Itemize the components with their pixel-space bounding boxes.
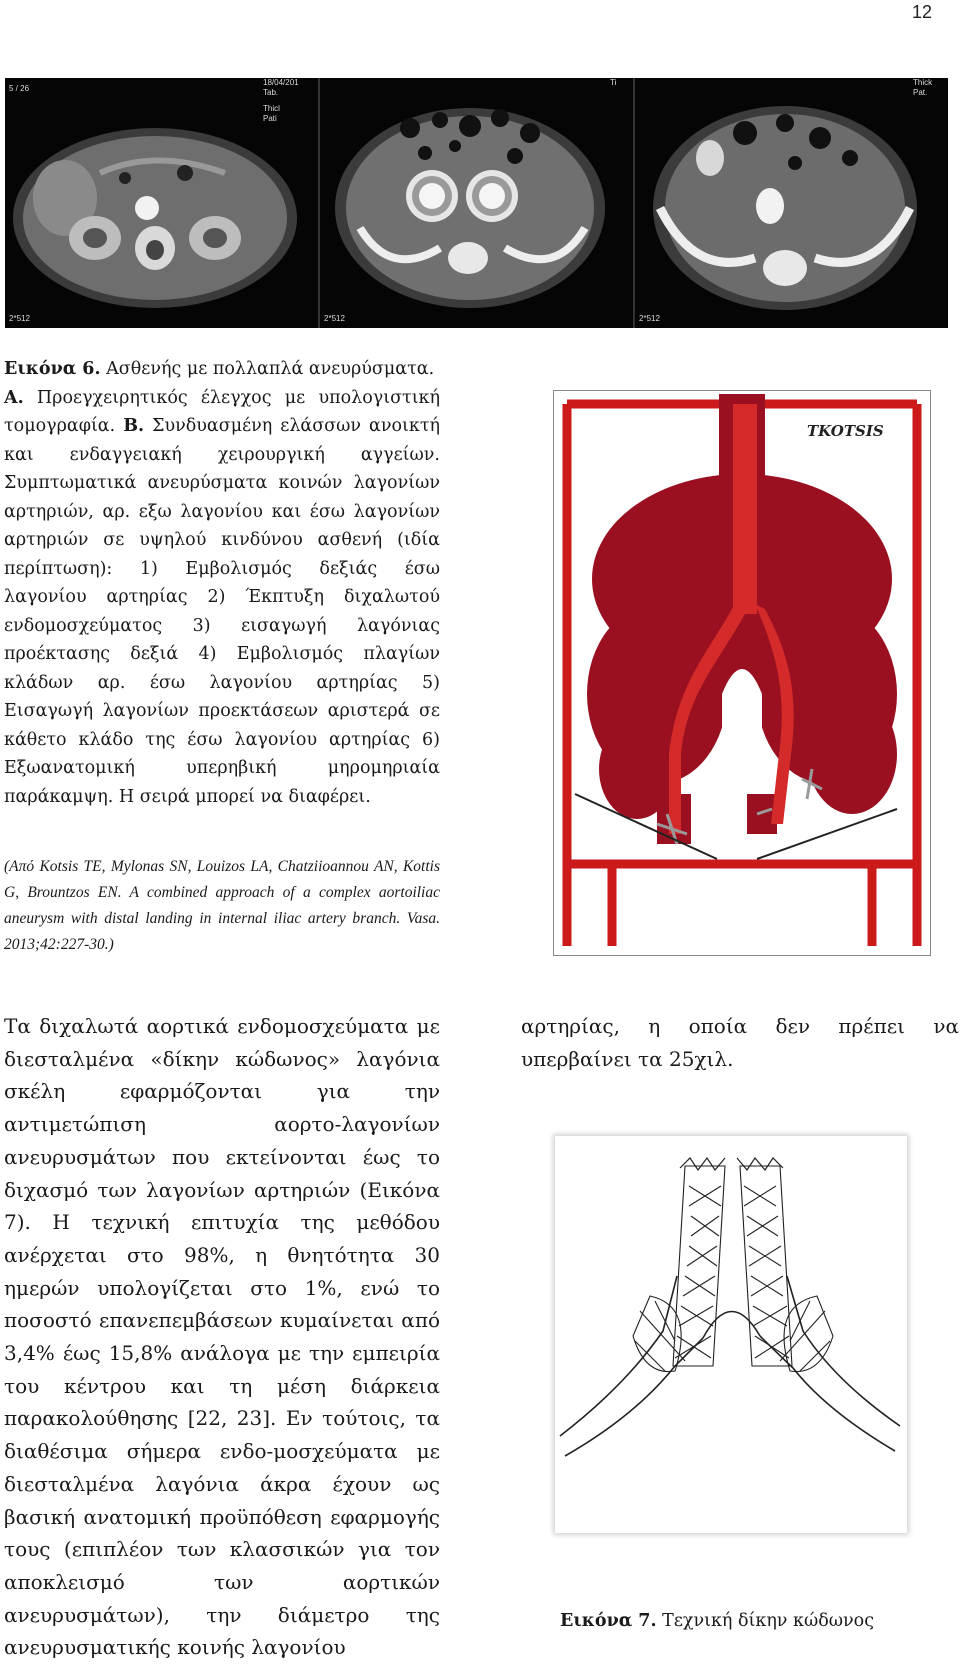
body-text-right-column: αρτηρίας, η οποία δεν πρέπει να υπερβαίνει τα 25χιλ. (521, 1014, 959, 1071)
ct-overlay-text: Pati (263, 114, 277, 123)
body-text-left-column: Τα διχαλωτά αορτικά ενδομοσχεύματα με διεσταλμένα «δίκην κώδωνος» λαγόνια σκέλη εφαρμόζονται για την αντιμετώπιση αορτο-λαγονίων ανευρυσμάτων που εκτείνονται έως το διχασμό των λαγονίων αρτηριών (Εικόνα 7). Η τεχνική επιτυχία της μεθόδου ανέρχεται στο 98%, η θνητότητα 30 ημερών υπολογίζεται στο 1%, ενώ το ποσοστό επανεπεμβάσεων κυμαίνεται από 3,4% έως 15,8% ανάλογα με την εμπειρία του κέντρου και τη μέση διάρκεια παρακολούθησης [22, 23]. Εν τούτοις, τα διαθέσιμα σήμερα ενδο-μοσχεύματα με διεσταλμένα λαγόνια άκρα έχουν ως βασική ανατομική προϋπόθεση εφαρμογής τους (επιπλέον των κλασσικών για τον αποκλεισμό των αορτικών ανευρυσμάτων), την διάμετρο της ανευρυσματικής κοινής λαγονίου (4, 1014, 440, 1660)
ct-overlay-text: Pat. (913, 88, 928, 97)
diagram-watermark: TKOTSIS (807, 422, 884, 440)
aortoiliac-graft-diagram (553, 390, 931, 956)
caption-part-b-text: Συνδυασμένη ελάσσων ανοικτή και ενδαγγειακή χειρουργική αγγείων. Συμπτωματικά ανευρύσματα κοινών λαγονίων αρτηριών, αρ. εξω λαγονίου και έσω λαγονίων αρτηριών σε υψηλού κινδύνου ασθενή (ιδία περίπτωση): 1) Εμβολισμός δεξιάς έσω λαγονίου αρτηρίας 2) Έκπτυξη διχαλωτού ενδομοσχεύματος 3) εισαγωγή λαγόνιας προέκτασης δεξιά 4) Εμβολισμός πλαγίων κλάδων αρ. έσω λαγονίου αρτηρίας 5) Εισαγωγή λαγονίων προεκτάσεων αριστερά σε κάθετο κλάδο της έσω λαγονίου αρτηρίας 6) Εξωανατομική υπερηβική μηρομηριαία παράκαμψη. Η σειρά μπορεί να διαφέρει. (4, 416, 440, 807)
figure-6-caption (4, 355, 440, 811)
page-number: 12 (911, 2, 932, 22)
ct-scan-iliac-aneurysms (320, 78, 635, 328)
stent-mesh (633, 1166, 833, 1372)
caption-label: Εικόνα 7. (560, 1611, 657, 1631)
figure-7-caption (560, 1611, 874, 1631)
ct-overlay-text: 5 / 26 (9, 84, 30, 93)
ct-overlay-text: Thicl (263, 104, 280, 113)
caption-label: Εικόνα 6. (4, 359, 101, 379)
ct-scan-strip (5, 78, 948, 328)
ct-scan-kidneys (5, 78, 320, 328)
ct-overlay-text: 2*512 (9, 314, 30, 323)
caption-part-a-label: Α. (4, 387, 24, 408)
caption-text: Τεχνική δίκην κώδωνος (662, 1611, 874, 1631)
ct-overlay-text: 18/04/201 (263, 78, 299, 87)
ct-scan-pelvis (635, 78, 948, 328)
ct-overlay-text: Tab. (263, 88, 279, 97)
ct-overlay-text: Ti (610, 78, 617, 87)
bell-bottom-stent-graft-figure (555, 1136, 907, 1533)
graft-main-body (733, 404, 757, 614)
ct-overlay-text: 2*512 (639, 314, 660, 323)
ct-overlay-text: Thick (913, 78, 933, 87)
caption-part-a-text: Προεγχειρητικός έλεγχος με υπολογιστική τομογραφία. (4, 387, 440, 436)
ct-overlay-text: 2*512 (324, 314, 345, 323)
figure-6-reference: (Από Kotsis TE, Mylonas SN, Louizos LA, Chatziioannou AN, Kottis G, Brountzos EN. A combined approach of a complex aortoiliac aneurysm with distal landing in internal iliac artery branch. Vasa. 2013;42:227-30.) (4, 858, 440, 953)
caption-text: Ασθενής με πολλαπλά ανευρύσματα. (106, 359, 435, 379)
caption-part-b-label: Β. (123, 416, 145, 436)
